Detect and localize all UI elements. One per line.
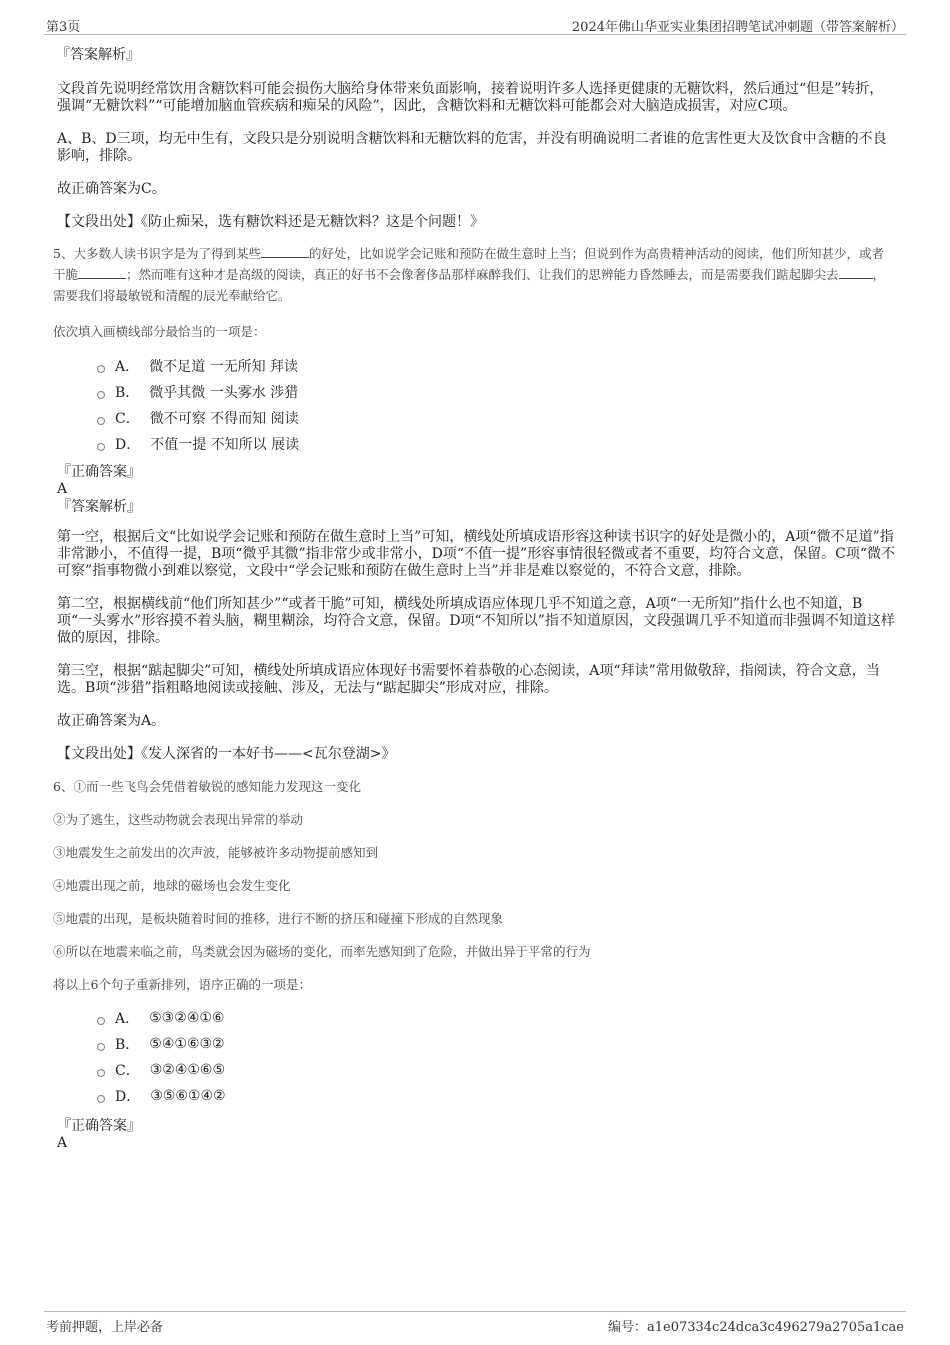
analysis-label: 『答案解析』 xyxy=(57,499,141,515)
option-c[interactable]: C． ③②④①⑥⑤ xyxy=(57,1057,895,1083)
question-5-stem: 5、大多数人读书识字是为了得到某些 的好处，比如说学会记账和预防在做生意时上当；但说到作为高贵精神活动的阅读，他们所知甚少，或者干脆 ；然而唯有这种才是高级的阅读，真正的好书不会像奢侈品那样麻醉我们、让我们的思辨能力昏然睡去，而是需要我们踮起脚尖去 ，需要我们将最敏锐和清醒的辰光奉献给它。 xyxy=(53,246,886,303)
question-6-sentence: ③地震发生之前发出的次声波，能够被许多动物提前感知到 xyxy=(53,845,379,860)
analysis-paragraph: 文段首先说明经常饮用含糖饮料可能会损伤大脑给身体带来负面影响，接着说明许多人选择更健康的无糖饮料，然后通过“但是”转折，强调“无糖饮料”“可能增加脑血管疾病和痴呆的风险”，因此，含糖饮料和无糖饮料可能都会对大脑造成损害，对应C项。 xyxy=(57,81,884,114)
option-c[interactable]: C． 微不可察 不得而知 阅读 xyxy=(57,405,895,431)
question-6-sentence: ⑥所以在地震来临之前，鸟类就会因为磁场的变化，而率先感知到了危险，并做出异于平常的行为 xyxy=(53,944,591,959)
option-a[interactable]: A． 微不足道 一无所知 拜读 xyxy=(57,353,895,379)
analysis-label: 『答案解析』 xyxy=(56,47,140,63)
option-text: 微乎其微 一头雾水 涉猎 xyxy=(149,385,299,401)
passage-source: 【文段出处】《防止痴呆，选有糖饮料还是无糖饮料？这是个问题！》 xyxy=(57,214,484,230)
option-d[interactable]: D． 不值一提 不知所以 展读 xyxy=(57,431,895,457)
option-text: ③⑤⑥①④② xyxy=(150,1088,226,1104)
option-b[interactable]: B． 微乎其微 一头雾水 涉猎 xyxy=(57,379,895,405)
option-b[interactable]: B． ⑤④①⑥③② xyxy=(57,1031,895,1057)
radio-icon[interactable] xyxy=(97,443,105,451)
main-content xyxy=(53,46,896,1152)
fill-blank xyxy=(78,266,126,279)
question-6-sentence: 6、①而一些飞鸟会凭借着敏锐的感知能力发现这一变化 xyxy=(53,779,361,794)
radio-icon[interactable] xyxy=(97,417,105,425)
page-footer xyxy=(44,1311,906,1335)
option-text: 微不足道 一无所知 拜读 xyxy=(149,359,299,375)
document-id: 编号：a1e07334c24dca3c496279a2705a1cae xyxy=(607,1320,904,1335)
correct-answer-label: 『正确答案』 xyxy=(57,464,141,480)
question-6-options xyxy=(57,1005,895,1109)
analysis-paragraph: 第三空，根据“踮起脚尖”可知，横线处所填成语应体现好书需要怀着恭敬的心态阅读，A项“拜读”常用做敬辞，指阅读，符合文意，当选。B项“涉猎”指粗略地阅读或接触、涉及，无法与“踮起脚尖”形成对应，排除。 xyxy=(57,663,880,696)
option-text: ⑤④①⑥③② xyxy=(149,1036,225,1052)
option-text: 不值一提 不知所以 展读 xyxy=(150,437,300,453)
option-text: ③②④①⑥⑤ xyxy=(149,1062,226,1078)
correct-answer-label: 『正确答案』 xyxy=(57,1118,141,1134)
footer-slogan: 考前押题，上岸必备 xyxy=(46,1320,164,1335)
answer-statement: 故正确答案为A。 xyxy=(57,713,166,729)
correct-answer: A xyxy=(57,1135,68,1151)
correct-answer: A xyxy=(57,481,68,497)
fill-blank xyxy=(839,266,873,279)
radio-icon[interactable] xyxy=(97,1095,105,1103)
answer-statement: 故正确答案为C。 xyxy=(57,181,166,197)
option-a[interactable]: A． ⑤③②④①⑥ xyxy=(57,1005,895,1031)
document-title: 2024年佛山华亚实业集团招聘笔试冲刺题（带答案解析） xyxy=(571,20,904,35)
analysis-paragraph: A、B、D三项，均无中生有，文段只是分别说明含糖饮料和无糖饮料的危害，并没有明确说明二者谁的危害性更大及饮食中含糖的不良影响，排除。 xyxy=(57,131,887,164)
question-prompt: 依次填入画横线部分最恰当的一项是： xyxy=(53,324,266,339)
radio-icon[interactable] xyxy=(97,365,105,373)
option-text: ⑤③②④①⑥ xyxy=(149,1010,225,1026)
analysis-paragraph: 第二空，根据横线前“他们所知甚少”“或者干脆”可知，横线处所填成语应体现几乎不知道之意，A项“一无所知”指什么也不知道，B项“一头雾水”形容摸不着头脑，糊里糊涂，均符合文意，保留。D项“不知所以”指不知道原因，文段强调几乎不知道而非强调不知道这样做的原因，排除。 xyxy=(57,596,895,646)
question-6-sentence: ⑤地震的出现，是板块随着时间的推移，进行不断的挤压和碰撞下形成的自然现象 xyxy=(53,911,504,926)
fill-blank xyxy=(261,245,309,258)
page-header xyxy=(44,12,906,35)
question-6-sentence: ④地震出现之前，地球的磁场也会发生变化 xyxy=(53,878,291,893)
passage-source: 【文段出处】《发人深省的一本好书——<瓦尔登湖>》 xyxy=(57,746,396,762)
question-prompt: 将以上6个句子重新排列，语序正确的一项是： xyxy=(53,977,311,992)
radio-icon[interactable] xyxy=(97,1069,105,1077)
option-d[interactable]: D． ③⑤⑥①④② xyxy=(57,1083,895,1109)
option-text: 微不可察 不得而知 阅读 xyxy=(149,411,299,427)
page-number: 第3页 xyxy=(46,20,81,35)
radio-icon[interactable] xyxy=(97,391,105,399)
question-6-sentence: ②为了逃生，这些动物就会表现出异常的举动 xyxy=(53,812,304,827)
analysis-paragraph: 第一空，根据后文“比如说学会记账和预防在做生意时上当”可知，横线处所填成语形容这种读书识字的好处是微小的，A项“微不足道”指非常渺小，不值得一提，B项“微乎其微”指非常少或非常小，D项“不值一提”形容事情很轻微或者不重要，均符合文意，保留。C项“微不可察”指事物微小到难以察觉，文段中“学会记账和预防在做生意时上当”并非是难以察觉的，不符合文意，排除。 xyxy=(57,529,896,579)
radio-icon[interactable] xyxy=(97,1043,105,1051)
radio-icon[interactable] xyxy=(97,1017,105,1025)
question-5-options xyxy=(57,353,895,457)
